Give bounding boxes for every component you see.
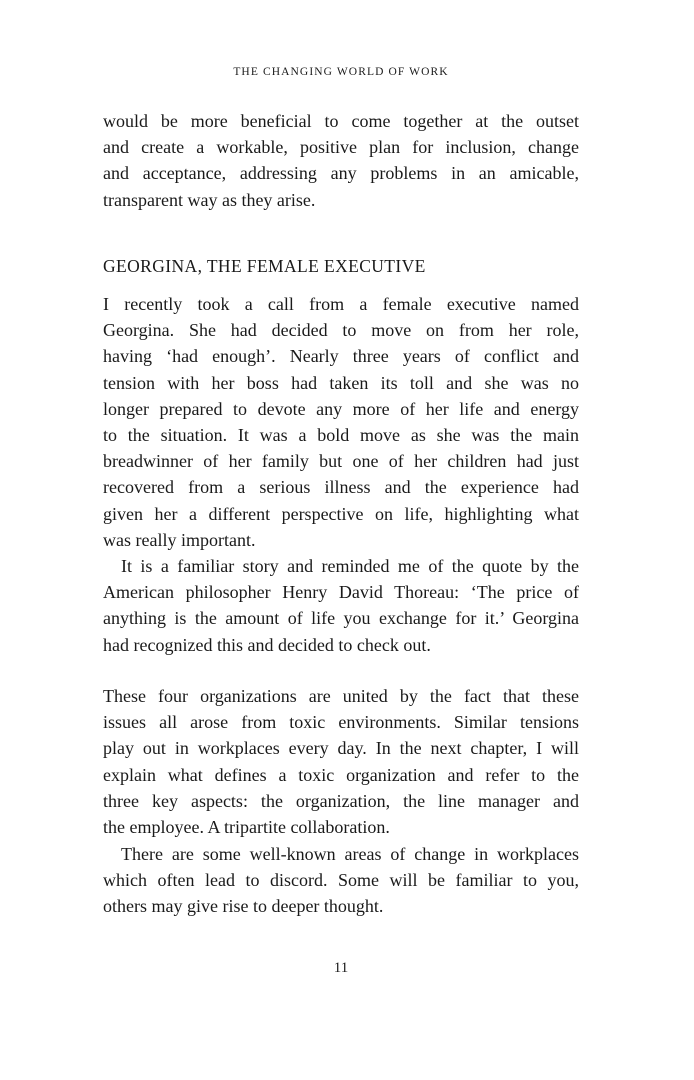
text-line: breadwinner of her family but one of her children had just	[103, 451, 579, 472]
text-line: American philosopher Henry David Thoreau: ‘The price of	[103, 582, 579, 603]
text-line: It is a familiar story and reminded me of the quote by the	[121, 556, 579, 576]
text-line: had recognized this and decided to check out.	[103, 634, 431, 655]
text-line: having ‘had enough’. Nearly three years of conflict and	[103, 346, 579, 367]
text-line: Georgina. She had decided to move on from her role,	[103, 320, 579, 341]
text-line: and create a workable, positive plan for inclusion, change	[103, 137, 579, 158]
text-line: play out in workplaces every day. In the next chapter, I will	[103, 738, 579, 759]
text-line: the employee. A tripartite collaboration.	[103, 817, 390, 838]
text-line: longer prepared to devote any more of her life and energy	[103, 398, 579, 419]
page-number: 11	[333, 960, 349, 976]
text-line: would be more beneficial to come together at the outset	[103, 111, 579, 131]
paragraph-areas-of-change	[103, 841, 579, 920]
text-line: three key aspects: the organization, the line manager and	[103, 790, 579, 811]
paragraph-thoreau-quote	[103, 553, 579, 658]
text-line: others may give rise to deeper thought.	[103, 896, 384, 917]
text-line: recovered from a serious illness and the experience had	[103, 477, 579, 498]
text-line: anything is the amount of life you exchange for it.’ Georgina	[103, 608, 579, 629]
text-line: to the situation. It was a bold move as she was the main	[103, 425, 579, 446]
book-page	[103, 0, 579, 1080]
text-line: I recently took a call from a female executive named	[103, 294, 579, 314]
text-line: There are some well-known areas of change in workplaces	[121, 844, 579, 864]
paragraph-plan-for-inclusion	[103, 108, 579, 213]
running-head: THE CHANGING WORLD OF WORK	[233, 66, 449, 78]
text-line: issues all arose from toxic environments. Similar tensions	[103, 712, 579, 733]
text-line: These four organizations are united by the fact that these	[103, 686, 579, 706]
text-line: given her a different perspective on life, highlighting what	[103, 503, 579, 524]
paragraph-toxic-environments	[103, 683, 579, 840]
text-line: was really important.	[103, 529, 256, 550]
text-line: tension with her boss had taken its toll and she was no	[103, 372, 579, 393]
paragraph-georgina-story	[103, 291, 579, 553]
section-heading: GEORGINA, THE FEMALE EXECUTIVE	[103, 256, 426, 276]
text-line: explain what defines a toxic organization and refer to the	[103, 764, 579, 785]
text-line: and acceptance, addressing any problems in an amicable,	[103, 163, 579, 184]
text-line: transparent way as they arise.	[103, 189, 316, 210]
text-line: which often lead to discord. Some will be familiar to you,	[103, 870, 579, 891]
